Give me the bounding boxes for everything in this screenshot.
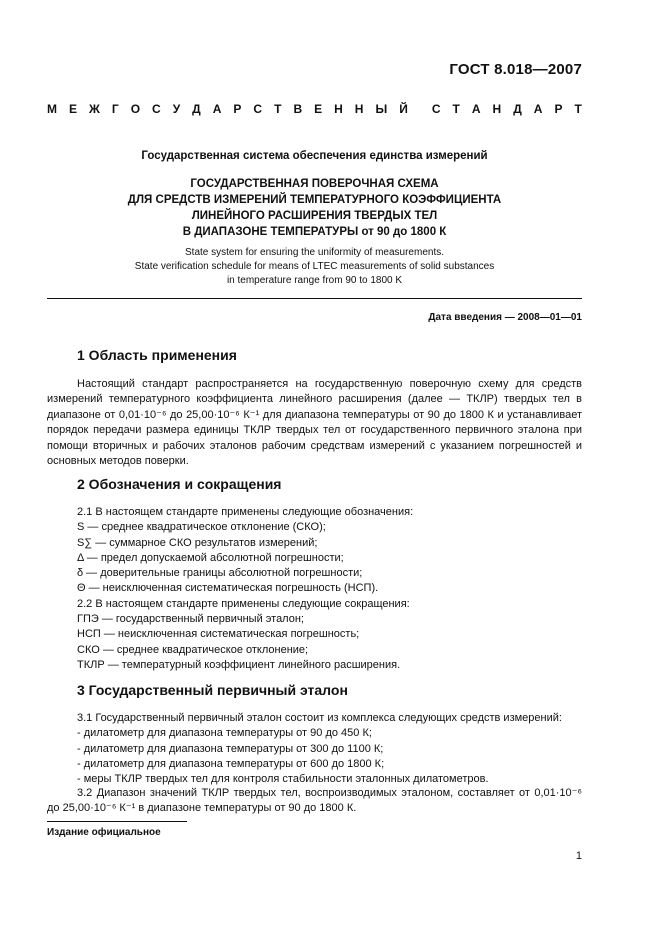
banner-letter: Д (513, 102, 522, 116)
banner-letter: Т (452, 102, 460, 116)
banner-letter: Е (314, 102, 323, 116)
english-title (47, 246, 582, 288)
document-number: ГОСТ 8.018—2007 (449, 61, 582, 78)
title-line: ГОСУДАРСТВЕННАЯ ПОВЕРОЧНАЯ СХЕМА (190, 178, 439, 190)
banner-letter: Н (354, 102, 364, 116)
banner-letter: Т (274, 102, 282, 116)
banner-letter: У (172, 102, 181, 116)
footer-divider (47, 821, 187, 822)
banner-letter: Р (233, 102, 242, 116)
english-title-line: in temperature range from 90 to 1800 K (226, 275, 403, 286)
list-line: 3.1 Государственный первичный эталон состоит из комплекса следующих средств измерений: (77, 712, 562, 724)
list-line: Δ — предел допускаемой абсолютной погрешности; (77, 551, 344, 564)
list-line: 2.1 В настоящем стандарте применены следующие обозначения: (77, 506, 414, 518)
banner-letter: А (212, 102, 222, 116)
banner-letter: С (431, 102, 441, 116)
list-line: S — среднее квадратическое отклонение (СКО); (77, 521, 326, 534)
section-2-list (77, 505, 582, 673)
title-line: В ДИАПАЗОНЕ ТЕМПЕРАТУРЫ от 90 до 1800 К (182, 226, 447, 238)
list-line: - дилатометр для диапазона температуры от 90 до 450 К; (77, 727, 372, 740)
section-1-heading: 1 Область применения (77, 347, 237, 363)
banner-letter: Д (192, 102, 201, 116)
document-title (47, 176, 582, 240)
banner-letter: А (471, 102, 481, 116)
title-line: ДЛЯ СРЕДСТВ ИЗМЕРЕНИЙ ТЕМПЕРАТУРНОГО КОЭФФИЦИЕНТА (127, 194, 502, 206)
banner-letter: Н (334, 102, 343, 116)
list-line: ТКЛР — температурный коэффициент линейного расширения. (77, 658, 401, 671)
list-line: СКО — среднее квадратическое отклонение; (77, 643, 309, 656)
banner-letter: Е (69, 102, 78, 116)
banner-letter: В (293, 102, 303, 116)
section-3-paragraph (47, 786, 582, 817)
banner-letter: Ж (89, 102, 100, 116)
system-title: Государственная система обеспечения единства измерений (141, 150, 488, 162)
list-line: 2.2 В настоящем стандарте применены следующие сокращения: (77, 597, 410, 610)
banner-letter: А (533, 102, 543, 116)
banner-letter: Г (111, 102, 119, 116)
list-line: - дилатометр для диапазона температуры от 600 до 1800 К; (77, 757, 385, 770)
banner-letter: О (130, 102, 141, 116)
banner-letter: С (152, 102, 161, 116)
section-3-list (77, 711, 582, 787)
list-line: НСП — неисключенная систематическая погрешность; (77, 628, 360, 641)
list-line: Θ — неисключенная систематическая погрешность (НСП). (77, 582, 379, 595)
title-line: ЛИНЕЙНОГО РАСШИРЕНИЯ ТВЕРДЫХ ТЕЛ (191, 210, 438, 222)
banner-letter: Н (492, 102, 502, 116)
banner-letter: Т (574, 102, 582, 116)
english-title-line: State verification schedule for means of LTEC measurements of solid substances (134, 261, 495, 272)
banner-letter: С (253, 102, 263, 116)
section-1-paragraph (47, 377, 582, 469)
list-line: δ — доверительные границы абсолютной погрешности; (77, 567, 363, 580)
list-line: - меры ТКЛР твердых тел для контроля стабильности эталонных дилатометров. (77, 773, 489, 786)
paragraph-text: Настоящий стандарт распространяется на государственную поверочную схему для средств измерений температурного коэффициента линейного расширения (далее — ТКЛР) твердых тел в диапазоне от 0,01·10⁻⁶ до 25,00·10⁻⁶ К⁻¹ для диапазона температуры от 90 до 1800 К и устанавливает порядок передачи размера единицы ТКЛР твердых тел от государственного первичного эталона при помощи вторичных и рабочих эталонов рабочим средствам измерений с указанием погрешностей и основных методов поверки. (47, 378, 582, 468)
list-line: - дилатометр для диапазона температуры от 300 до 1100 К; (77, 742, 384, 755)
introduction-date: Дата введения — 2008—01—01 (428, 312, 582, 323)
page-number: 1 (575, 850, 582, 862)
banner-letter: Й (399, 102, 408, 116)
list-line: ГПЭ — государственный первичный эталон; (77, 613, 304, 626)
interstate-standard-banner (47, 102, 582, 116)
banner-letter: Р (554, 102, 563, 116)
section-3-heading: 3 Государственный первичный эталон (77, 682, 348, 698)
english-title-line: State system for ensuring the uniformity of measurements. (185, 247, 444, 258)
paragraph-text: 3.2 Диапазон значений ТКЛР твердых тел, воспроизводимых эталоном, составляет от 0,01·10⁻⁶ до 25,00·10⁻⁶ К⁻¹ в диапазоне температуры от 90 до 1800 К. (47, 787, 582, 815)
title-divider (47, 298, 582, 299)
section-2-heading: 2 Обозначения и сокращения (77, 476, 282, 492)
edition-note: Издание официальное (47, 827, 161, 838)
banner-letter: М (47, 102, 57, 116)
list-line: S∑ — суммарное СКО результатов измерений; (77, 536, 318, 549)
banner-letter: Ы (375, 102, 388, 116)
